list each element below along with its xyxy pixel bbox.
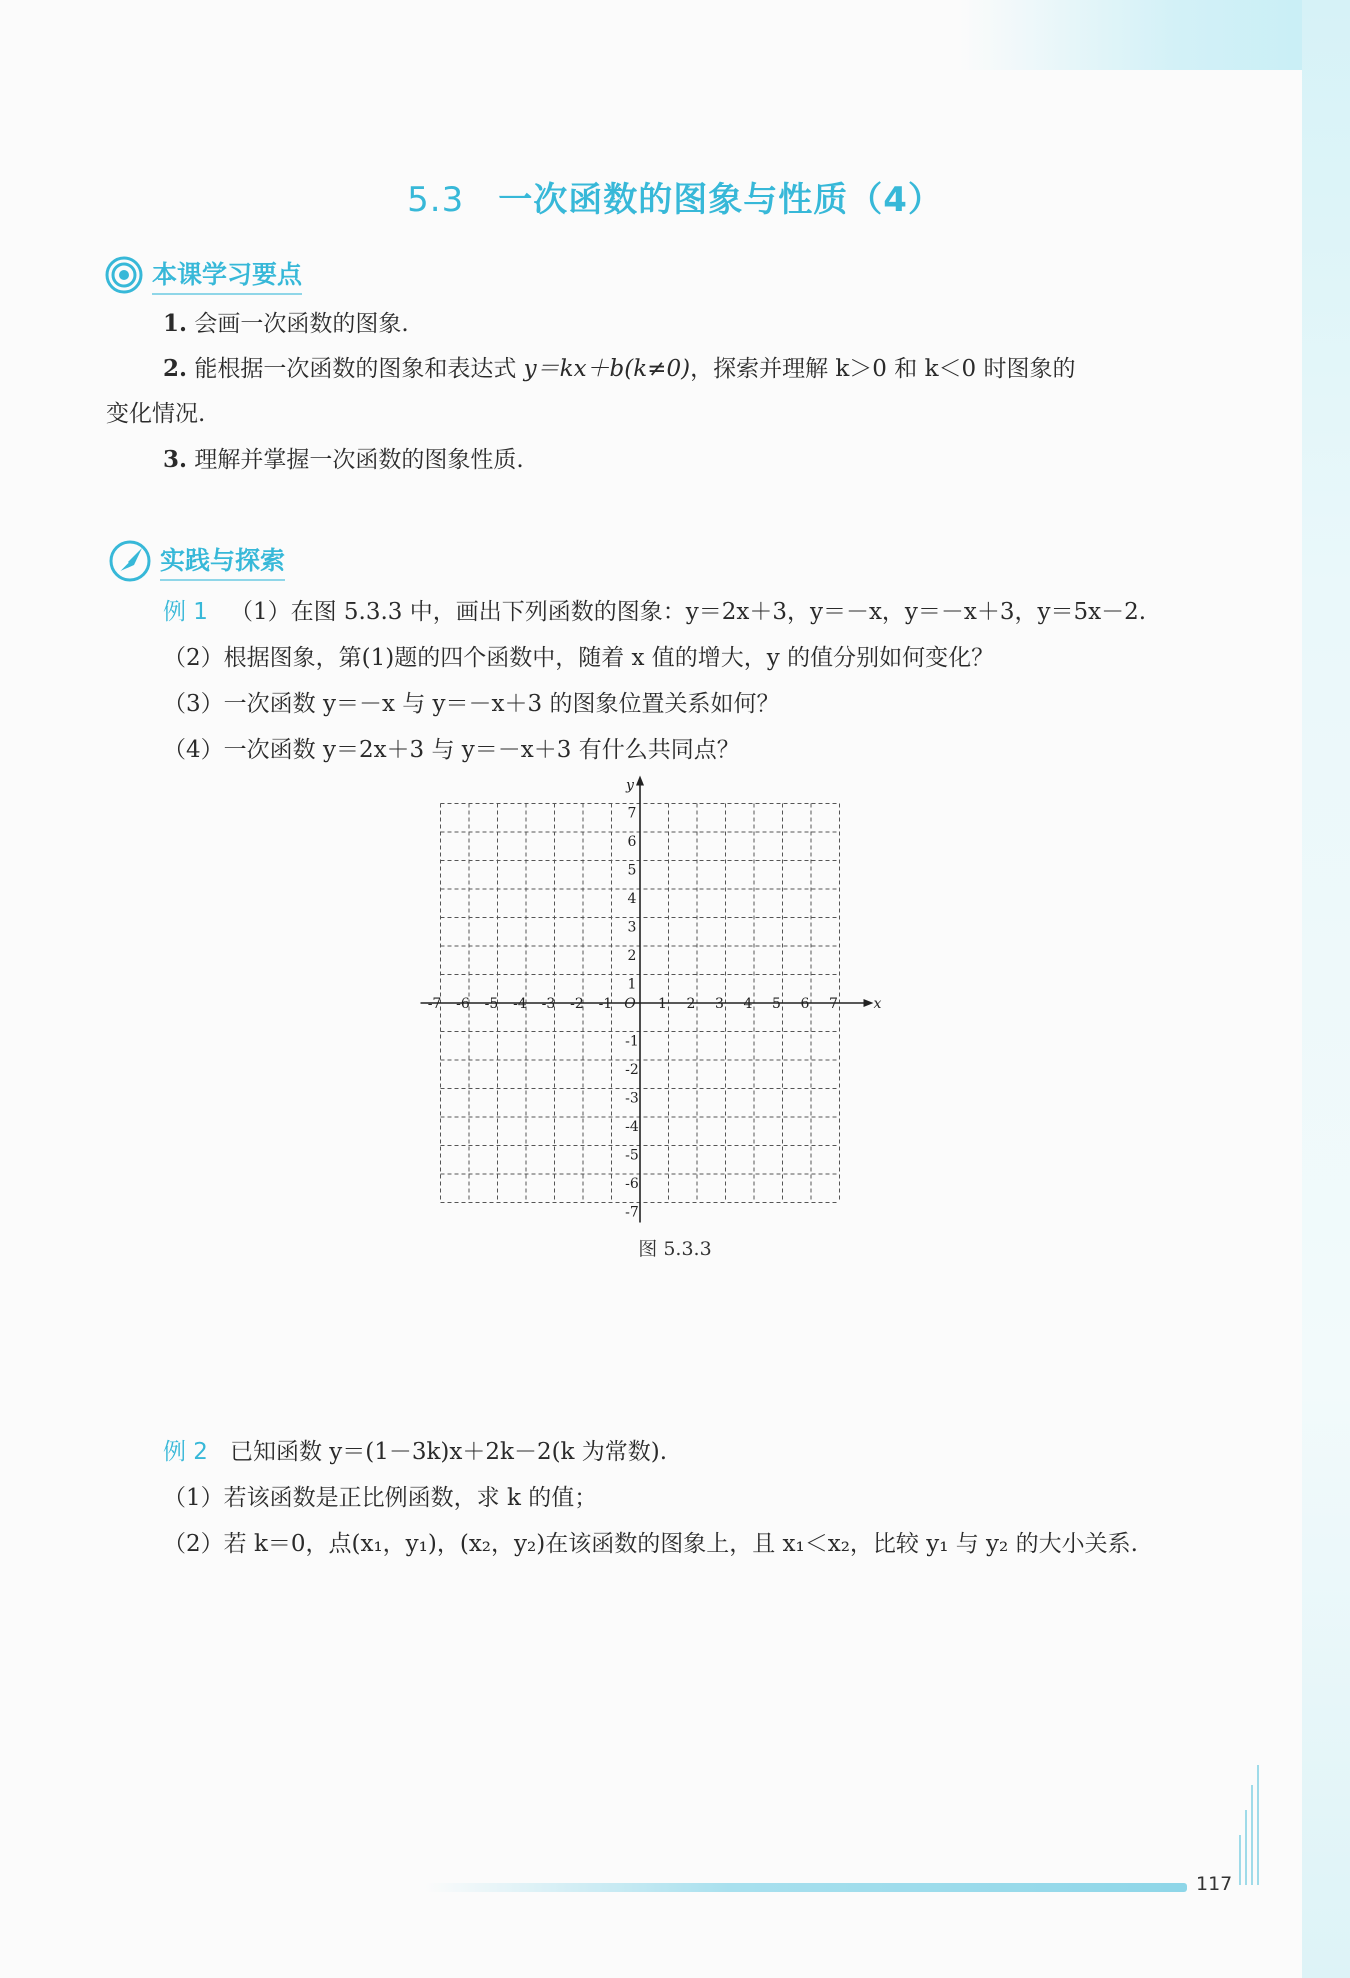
key-point-3 xyxy=(163,443,524,477)
x-tick-label: 7 xyxy=(829,996,838,1012)
section-number: 5.3 xyxy=(407,180,465,220)
question-text: （2）根据图象，第(1)题的四个函数中，随着 x 值的增大，y 的值分别如何变化？ xyxy=(163,645,995,671)
y-tick-label: -5 xyxy=(625,1147,639,1164)
y-tick-label: -7 xyxy=(625,1204,639,1221)
x-tick-label: -6 xyxy=(456,996,470,1012)
footer-decoration xyxy=(1238,1765,1262,1885)
question-text: （2）若 k＝0，点(x₁，y₁)，(x₂，y₂)在该函数的图象上，且 x₁＜x₂，比较 y₁ 与 y₂ 的大小关系. xyxy=(163,1531,1138,1557)
y-tick-label: 4 xyxy=(627,891,637,907)
y-tick-label: 6 xyxy=(627,834,637,850)
y-tick-label: 2 xyxy=(627,948,637,964)
x-tick-label: -5 xyxy=(484,996,499,1012)
x-tick-label: 6 xyxy=(800,996,810,1012)
x-tick-label: -2 xyxy=(570,996,584,1012)
page-title xyxy=(0,172,1350,221)
example-label: 例 2 xyxy=(163,1439,208,1465)
y-tick-label: -1 xyxy=(625,1033,639,1050)
key-point-2 xyxy=(163,352,1075,386)
corner-decoration xyxy=(960,0,1350,70)
item-number: 3. xyxy=(163,446,188,473)
item-text: 会画一次函数的图象. xyxy=(194,311,409,337)
origin-label: O xyxy=(624,996,636,1012)
page-edge-decoration xyxy=(1302,0,1350,1978)
y-tick-label: -6 xyxy=(625,1176,639,1192)
y-tick-label: 7 xyxy=(627,805,637,822)
x-tick-label: 3 xyxy=(715,996,724,1012)
example-label: 例 1 xyxy=(163,599,208,625)
example-2-question-1 xyxy=(163,1481,597,1515)
x-tick-label: 2 xyxy=(686,996,696,1012)
rocket-icon xyxy=(108,539,152,583)
item-formula: y＝kx＋b(k≠0) xyxy=(523,356,691,382)
x-axis-label: x xyxy=(873,996,882,1012)
target-icon xyxy=(104,255,144,295)
x-tick-label: -4 xyxy=(513,996,527,1012)
question-text: （1）在图 5.3.3 中，画出下列函数的图象：y＝2x＋3，y＝－x，y＝－x＋3，y＝5x－2. xyxy=(229,599,1147,625)
question-text: （3）一次函数 y＝－x 与 y＝－x＋3 的图象位置关系如何？ xyxy=(163,691,780,717)
key-point-2-continued xyxy=(106,397,205,431)
x-axis-arrow-icon xyxy=(864,999,874,1007)
section-heading-key-points xyxy=(104,255,302,295)
question-text: （4）一次函数 y＝2x＋3 与 y＝－x＋3 有什么共同点？ xyxy=(163,737,740,763)
item-number: 2. xyxy=(163,355,188,382)
x-tick-label: 4 xyxy=(743,996,753,1012)
question-text: （1）若该函数是正比例函数，求 k 的值； xyxy=(163,1485,598,1511)
footer-bar xyxy=(425,1883,1187,1892)
y-tick-label: 1 xyxy=(627,976,637,993)
example-2-stem xyxy=(163,1435,667,1469)
y-tick-label: 5 xyxy=(627,862,637,879)
figure-caption: 图 5.3.3 xyxy=(638,1238,712,1260)
section-title-text: 一次函数的图象与性质（4） xyxy=(498,180,943,220)
item-text: 能根据一次函数的图象和表达式 xyxy=(194,356,524,382)
key-point-1 xyxy=(163,307,409,341)
example-1-question-2 xyxy=(163,641,994,675)
coordinate-grid-figure xyxy=(427,765,910,1225)
section-heading-label: 实践与探索 xyxy=(160,541,285,581)
example-1-question-1 xyxy=(163,595,1146,629)
x-tick-label: -1 xyxy=(598,996,613,1012)
item-text: 变化情况. xyxy=(106,401,206,427)
y-axis-label: y xyxy=(626,777,634,794)
section-heading-label: 本课学习要点 xyxy=(152,255,302,295)
page-number: 117 xyxy=(1196,1873,1233,1895)
question-text: 已知函数 y＝(1－3k)x＋2k－2(k 为常数). xyxy=(229,1439,668,1465)
example-2-question-2 xyxy=(163,1527,1138,1561)
example-1-question-4 xyxy=(163,733,740,767)
y-tick-label: -3 xyxy=(625,1090,639,1107)
y-axis-arrow-icon xyxy=(636,776,644,786)
x-tick-label: 1 xyxy=(658,996,667,1012)
section-heading-practice xyxy=(108,539,285,583)
item-text: 理解并掌握一次函数的图象性质. xyxy=(194,447,524,473)
y-tick-label: 3 xyxy=(627,919,637,936)
example-1-question-3 xyxy=(163,687,779,721)
item-text-continued: ，探索并理解 k＞0 和 k＜0 时图象的 xyxy=(690,356,1076,382)
y-tick-label: -4 xyxy=(625,1119,639,1135)
x-tick-label: -7 xyxy=(427,996,442,1012)
item-number: 1. xyxy=(163,310,188,337)
y-tick-label: -2 xyxy=(625,1062,639,1078)
x-tick-label: -3 xyxy=(541,996,556,1012)
x-tick-label: 5 xyxy=(772,996,781,1012)
